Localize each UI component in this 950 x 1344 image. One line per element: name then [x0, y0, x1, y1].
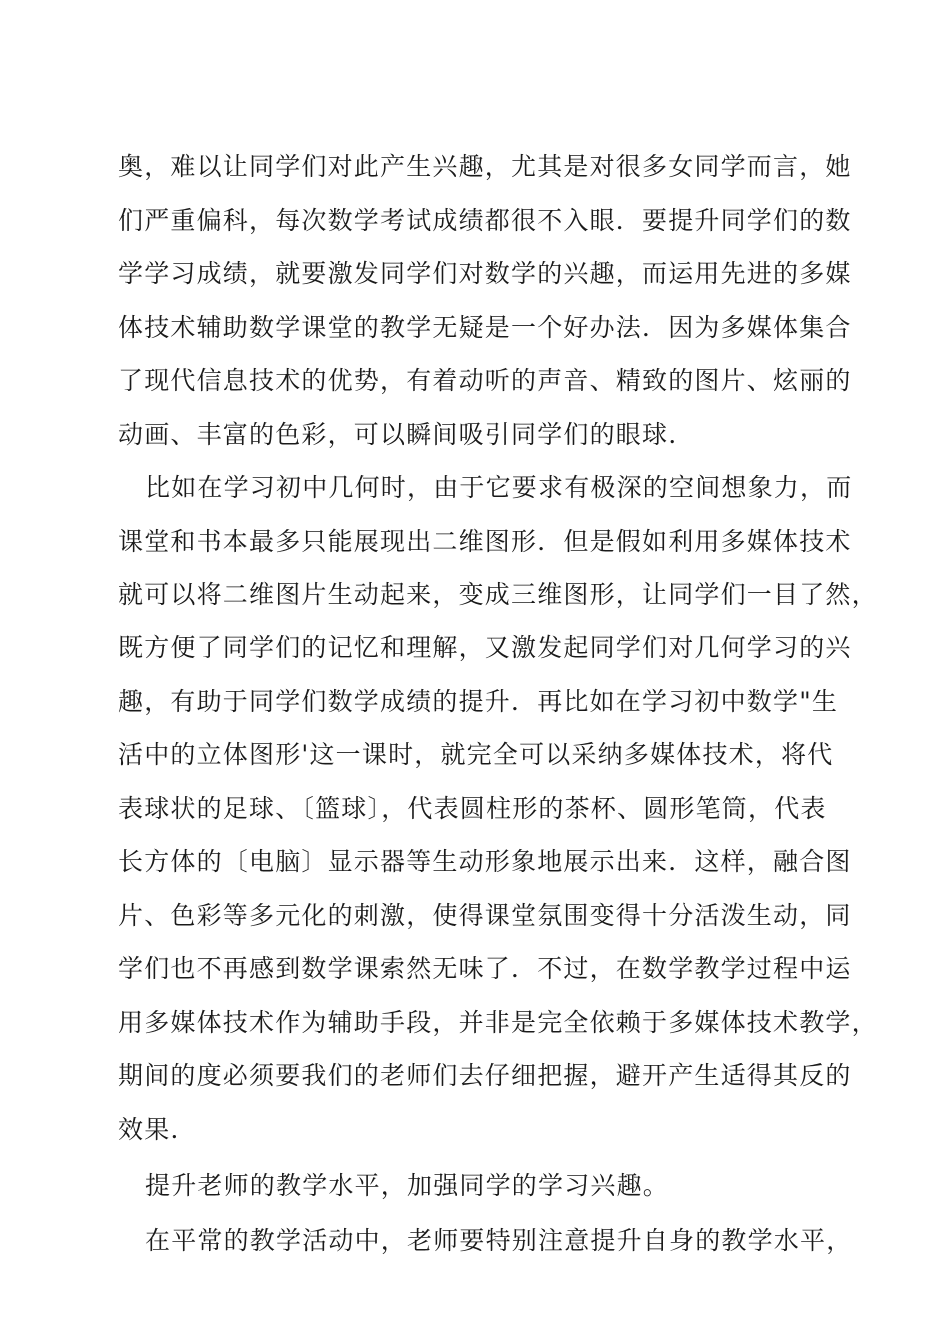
text-line: 长方体的〔电脑〕显示器等生动形象地展示出来．这样，融合图 — [118, 847, 852, 876]
text-line: 学们也不再感到数学课索然无味了．不过，在数学教学过程中运 — [118, 954, 852, 983]
text-line: 学学习成绩，就要激发同学们对数学的兴趣，而运用先进的多媒 — [118, 259, 852, 288]
text-line: 在平常的教学活动中，老师要特别注意提升自身的教学水平， — [145, 1226, 853, 1255]
text-line: 动画、丰富的色彩，可以瞬间吸引同学们的眼球. — [118, 420, 678, 449]
text-line: 表球状的足球、〔篮球〕，代表圆柱形的茶杯、圆形笔筒，代表 — [118, 794, 827, 823]
text-line: 比如在学习初中几何时，由于它要求有极深的空间想象力，而 — [145, 473, 853, 502]
text-line: 片、色彩等多元化的刺激，使得课堂氛围变得十分活泼生动，同 — [118, 901, 852, 930]
text-line: 提升老师的教学水平，加强同学的学习兴趣。 — [145, 1171, 670, 1200]
text-line: 趣，有助于同学们数学成绩的提升．再比如在学习初中数学"生 — [118, 687, 839, 716]
text-line: 既方便了同学们的记忆和理解，又激发起同学们对几何学习的兴 — [118, 633, 852, 662]
text-line: 用多媒体技术作为辅助手段，并非是完全依赖于多媒体技术教学， — [118, 1008, 878, 1037]
text-line: 就可以将二维图片生动起来，变成三维图形，让同学们一目了然， — [118, 580, 878, 609]
text-line: 奥，难以让同学们对此产生兴趣，尤其是对很多女同学而言，她 — [118, 152, 852, 181]
text-line: 活中的立体图形'这一课时，就完全可以采纳多媒体技术，将代 — [118, 740, 834, 769]
text-line: 课堂和书本最多只能展现出二维图形．但是假如利用多媒体技术 — [118, 527, 852, 556]
text-line: 了现代信息技术的优势，有着动听的声音、精致的图片、炫丽的 — [118, 366, 852, 395]
text-line: 效果. — [118, 1115, 180, 1144]
text-line: 期间的度必须要我们的老师们去仔细把握，避开产生适得其反的 — [118, 1061, 852, 1090]
text-line: 们严重偏科，每次数学考试成绩都很不入眼．要提升同学们的数 — [118, 206, 852, 235]
text-line: 体技术辅助数学课堂的教学无疑是一个好办法．因为多媒体集合 — [118, 313, 852, 342]
